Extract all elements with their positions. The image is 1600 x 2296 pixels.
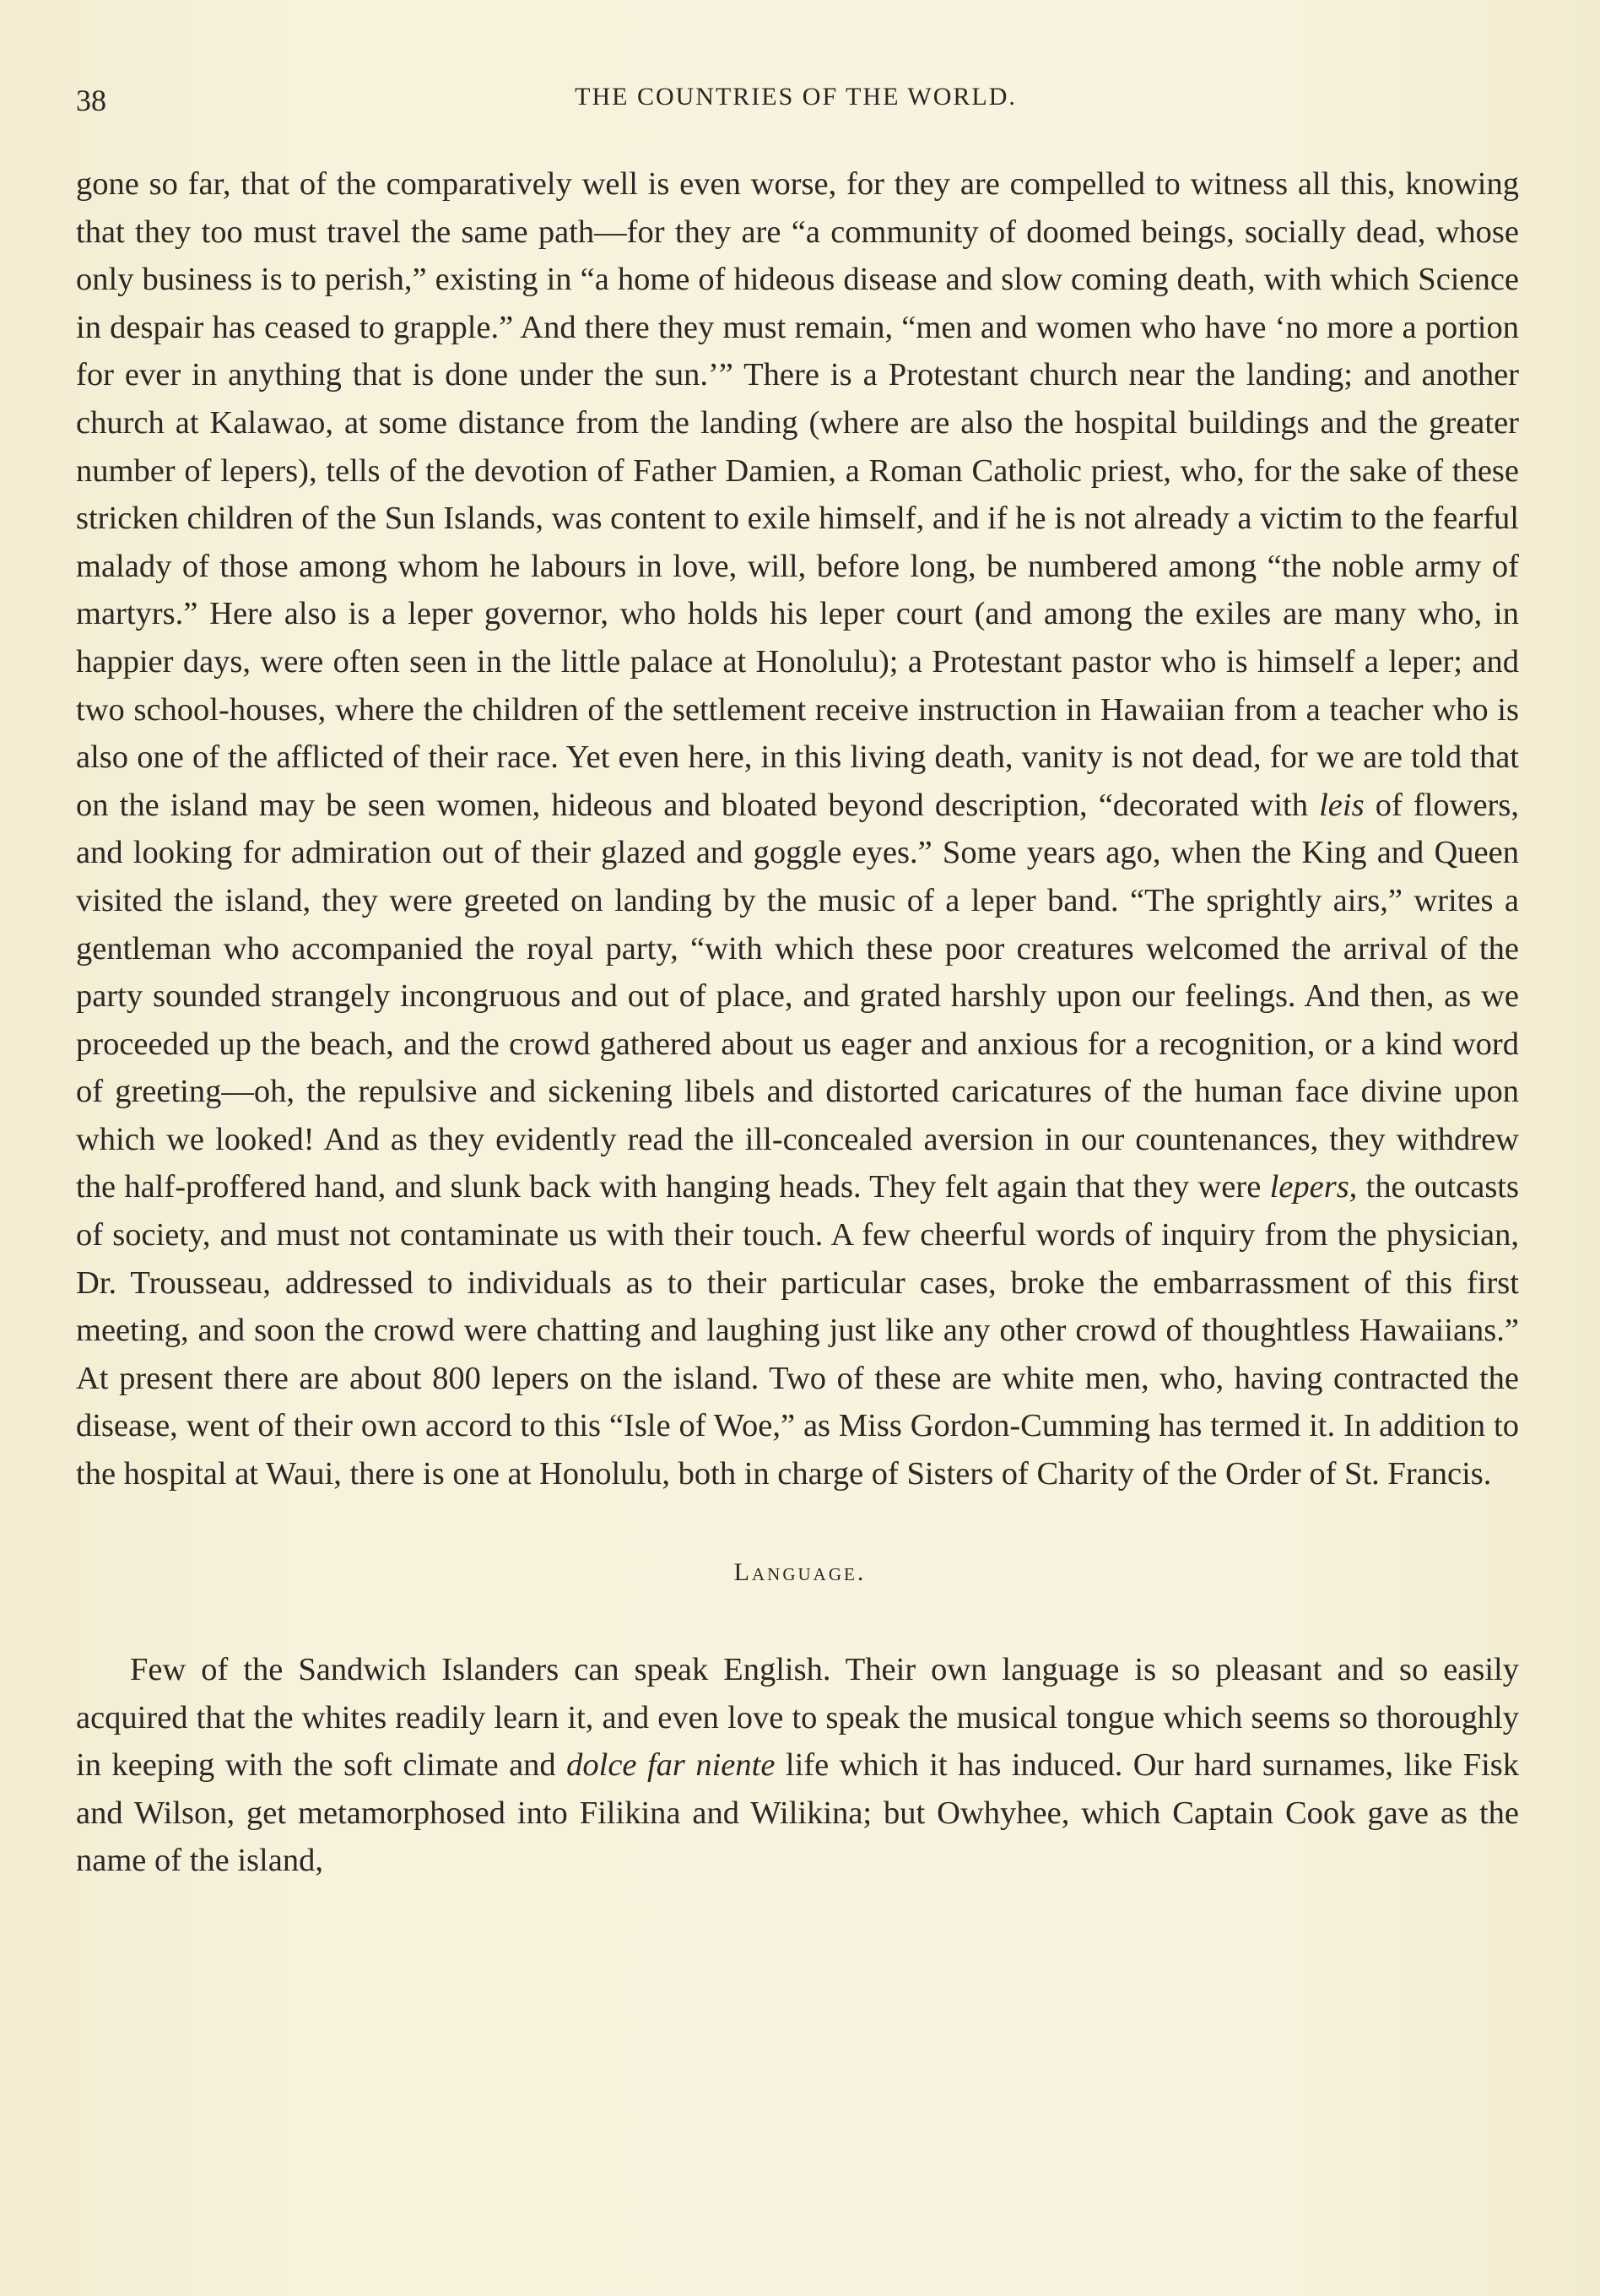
italic-term-leis: leis [1319,787,1365,823]
paragraph-text: the outcasts of society, and must not contaminate us with their touch. A few cheerful words of inquiry from the physician, Dr. Trousseau, addressed to individuals as to their particular cases, broke the embarrassment of this first meeting, and soon the crowd were chatting and laughing just like any other crowd of thoughtless Hawaiians.” At present there are about 800 lepers on the island. Two of these are white men, who, having contracted the disease, went of their own accord to this “Isle of Woe,” as Miss Gordon-Cumming has termed it. In addition to the hospital at Waui, there is one at Honolulu, both in charge of Sisters of Charity of the Order of St. Francis. [76,1169,1519,1492]
body-paragraph-leper-settlement [76,160,1519,1498]
italic-term-lepers: lepers, [1269,1169,1358,1205]
page-number: 38 [76,84,106,117]
paragraph-text: life which it has induced. Our hard surnames, like Fisk and Wilson, get metamorphosed into Filikina and Wilikina; but Owhyhee, which Captain Cook gave as the name of the island, [76,1747,1519,1879]
paragraph-text: Few of the Sandwich Islanders can speak English. Their own language is so pleasant and so easily acquired that the whites readily learn it, and even love to speak the musical tongue which seems so thoroughly in keeping with the soft climate and [76,1652,1519,1784]
italic-term-dolce-far-niente: dolce far niente [566,1747,776,1784]
paragraph-text: of flowers, and looking for admiration out of their glazed and goggle eyes.” Some years ago, when the King and Queen visited the island, they were greeted on landing by the music of a leper band. “The sprightly airs,” writes a gentleman who accompanied the royal party, “with which these poor creatures welcomed the arrival of the party sounded strangely incongruous and out of place, and grated harshly upon our feelings. And then, as we proceeded up the beach, and the crowd gathered about us eager and anxious for a recognition, or a kind word of greeting—oh, the repulsive and sickening libels and distorted caricatures of the human face divine upon which we looked! And as they evidently read the ill-concealed aversion in our countenances, they withdrew the half-proffered hand, and slunk back with hanging heads. They felt again that they were [76,787,1519,1205]
running-head [76,83,1516,125]
running-title: THE COUNTRIES OF THE WORLD. [575,83,1017,111]
paragraph-text: gone so far, that of the comparatively well is even worse, for they are compelled to witness all this, knowing that they too must travel the same path—for they are “a community of doomed beings, socially dead, whose only business is to perish,” existing in “a home of hideous disease and slow coming death, with which Science in despair has ceased to grapple.” And there they must remain, “men and women who have ‘no more a portion for ever in anything that is done under the sun.’” There is a Protestant church near the landing; and another church at Kalawao, at some distance from the landing (where are also the hospital buildings and the greater number of lepers), tells of the devotion of Father Damien, a Roman Catholic priest, who, for the sake of these stricken children of the Sun Islands, was content to exile himself, and if he is not already a victim to the fearful malady of those among whom he labours in love, will, before long, be numbered among “the noble army of martyrs.” Here also is a leper governor, who holds his leper court (and among the exiles are many who, in happier days, were often seen in the little palace at Honolulu); a Protestant pastor who is himself a leper; and two school-houses, where the children of the settlement receive instruction in Hawaiian from a teacher who is also one of the afflicted of their race. Yet even here, in this living death, vanity is not dead, for we are told that on the island may be seen women, hideous and bloated beyond description, “decorated with [76,166,1519,823]
body-paragraph-language [76,1646,1519,1885]
section-heading-language: Language. [733,1558,867,1586]
